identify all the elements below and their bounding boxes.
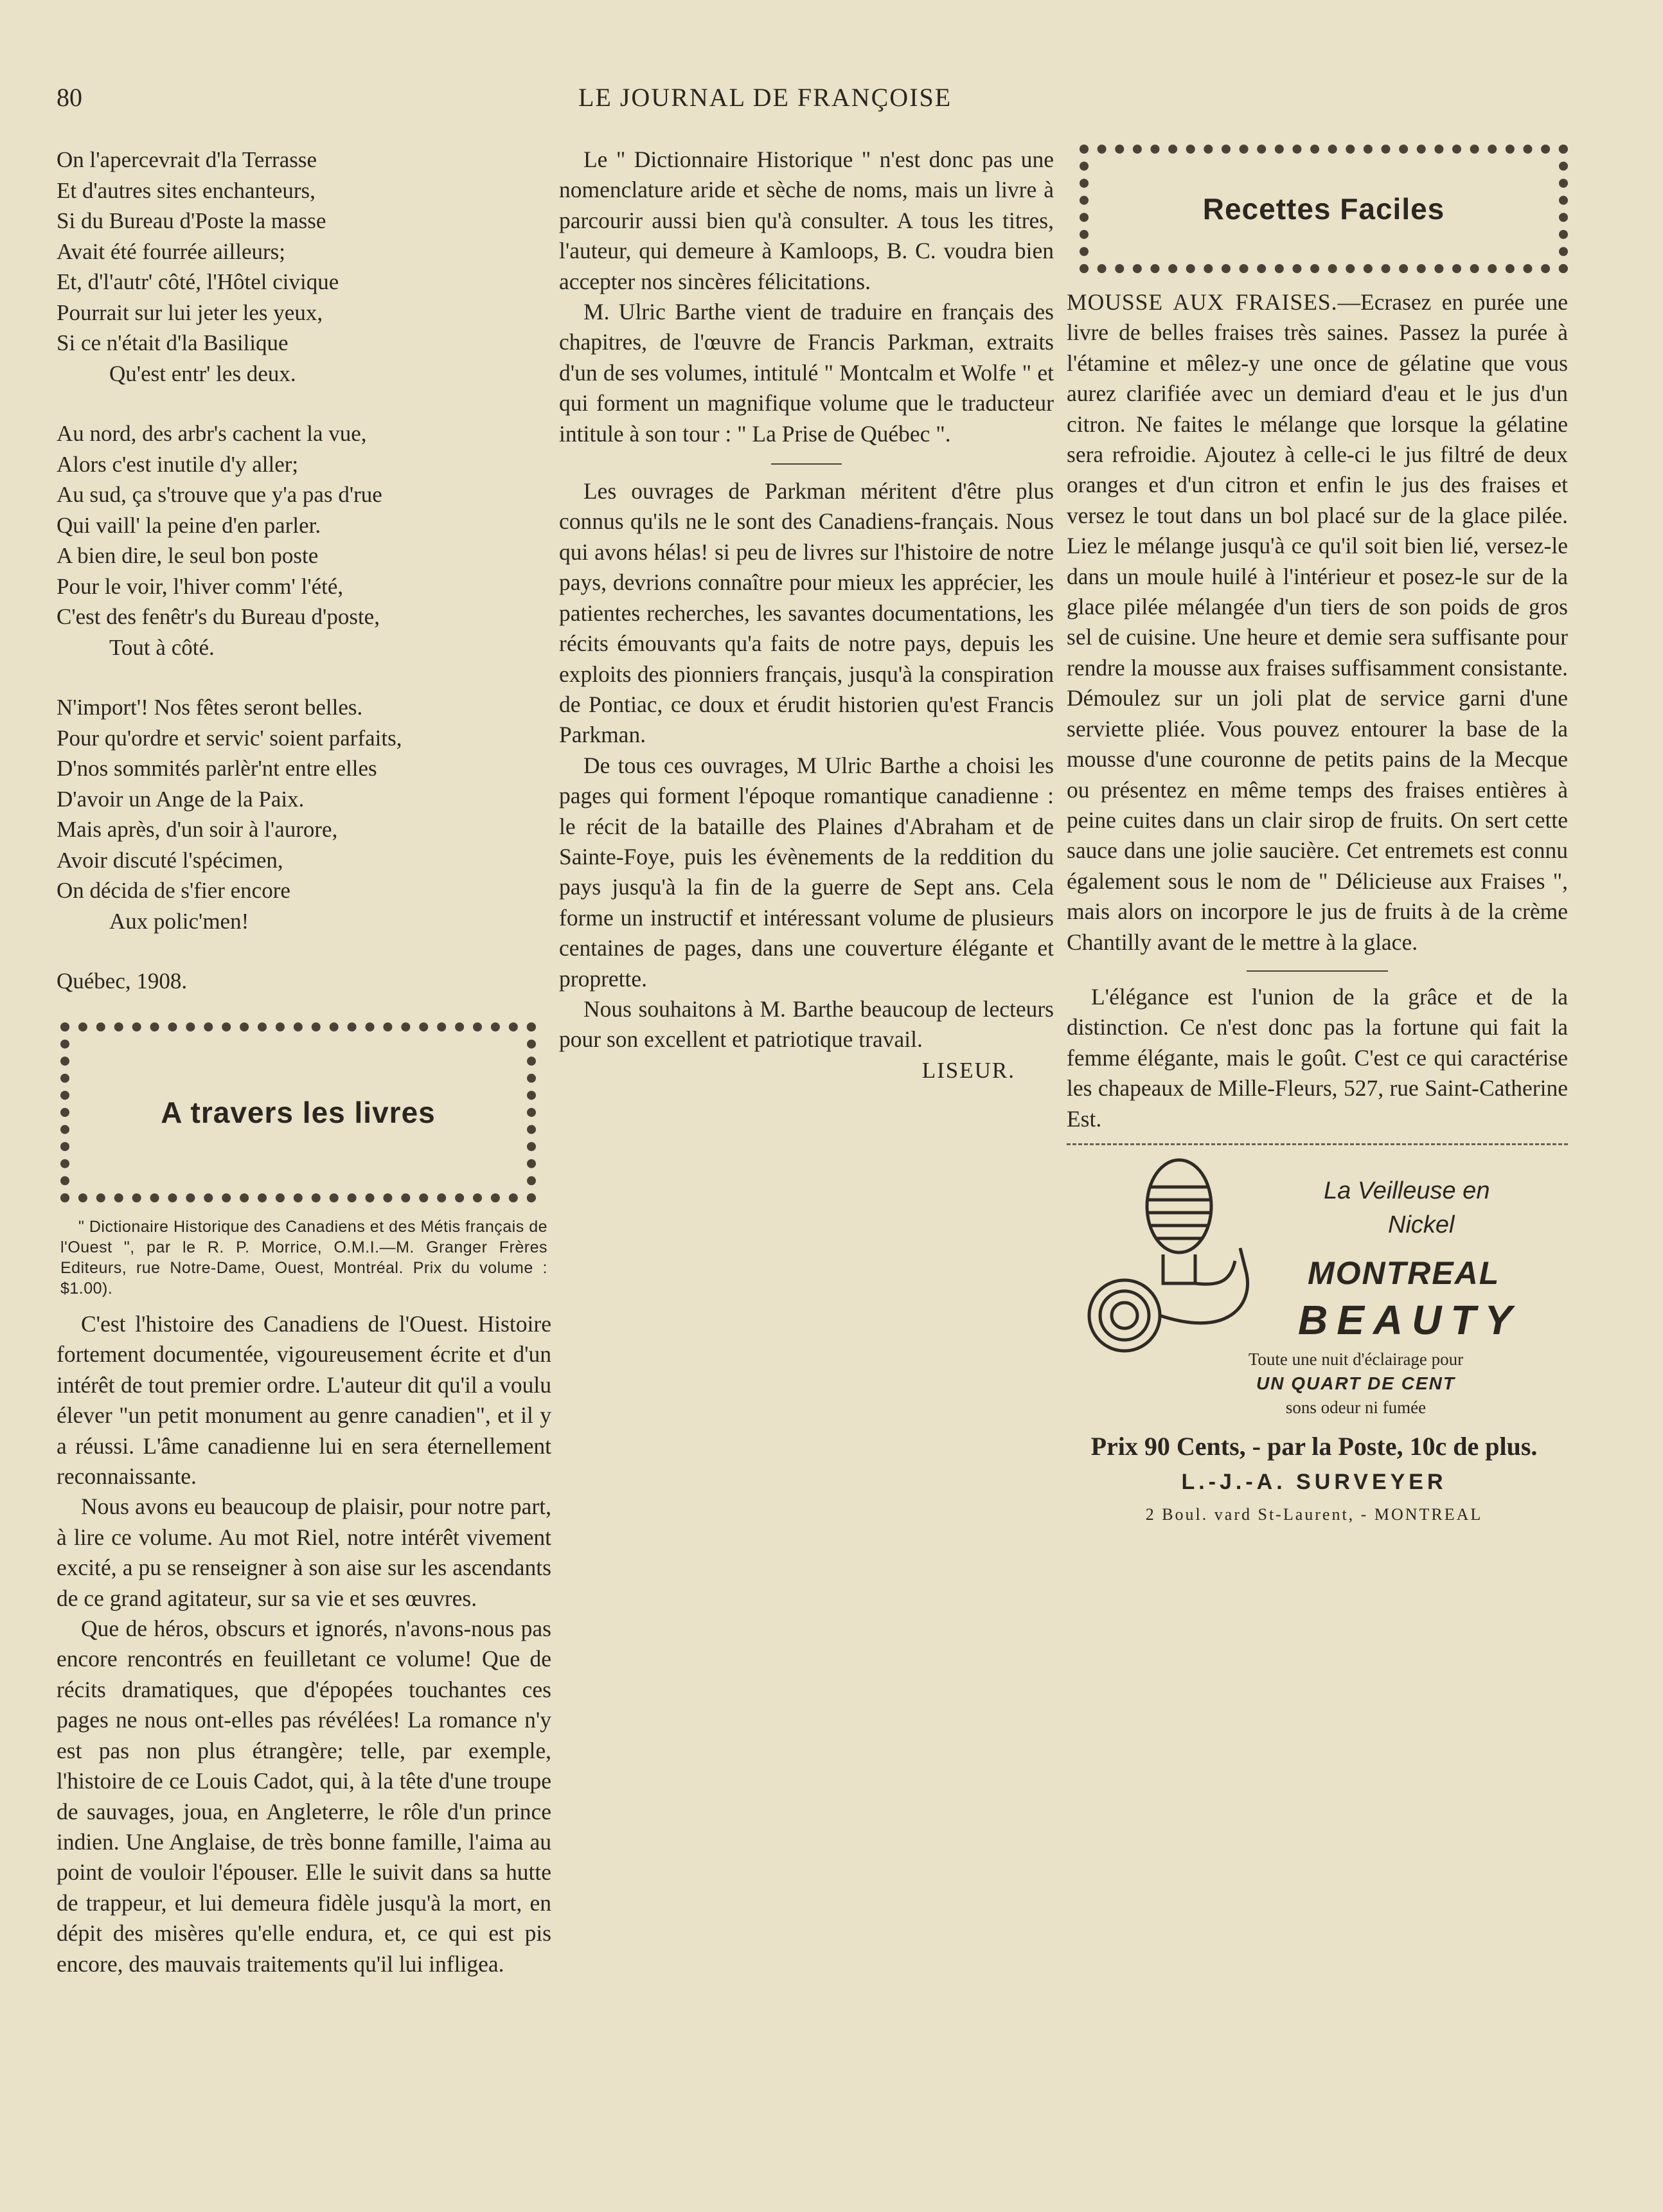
poem-line: Aux polic'men! [109, 908, 249, 934]
poem-stanza-2 [57, 418, 551, 663]
recipe-title: MOUSSE AUX FRAISES. [1067, 289, 1338, 315]
ad-merchant: L.-J.-A. SURVEYER [1181, 1469, 1447, 1494]
books-paragraph: M. Ulric Barthe vient de traduire en français des chapitres, de l'œuvre de Francis Parkman, extraits d'un de ses volumes, intitulé " Montcalm et Wolfe " et qui forment un magnifique volume que le traducteur intitule à son tour : " La Prise de Québec ". [559, 299, 1054, 447]
section-divider [771, 463, 842, 465]
poem-line: Au sud, ça s'trouve que y'a pas d'rue [57, 482, 382, 507]
ad-address: 2 Boul. vard St-Laurent, - MONTREAL [1145, 1504, 1483, 1524]
poem-line: Si ce n'était d'la Basilique [57, 330, 289, 355]
ad-line: Nickel [1388, 1211, 1455, 1238]
poem-line: D'avoir un Ange de la Paix. [57, 786, 305, 812]
ad-tagline-emphasis: UN QUART DE CENT [1256, 1373, 1455, 1393]
recipe-paragraph [1067, 287, 1568, 958]
ad-tagline: Toute une nuit d'éclairage pour [1248, 1349, 1464, 1369]
poem-line: Si du Bureau d'Poste la masse [57, 208, 326, 233]
poem-line: Qui vaill' la peine d'en parler. [57, 512, 321, 538]
journal-title: LE JOURNAL DE FRANÇOISE [578, 83, 952, 112]
poem-line: Mais après, d'un soir à l'aurore, [57, 817, 338, 842]
poem-line: Au nord, des arbr's cachent la vue, [57, 421, 367, 446]
poem-line: Et, d'l'autr' côté, l'Hôtel civique [57, 269, 339, 294]
books-paragraph: Les ouvrages de Parkman méritent d'être plus connus qu'ils ne le sont des Canadiens-français. Nous qui avons hélas! si peu de livres sur l'histoire de notre pays, devrions connaître pour mieux les apprécier, les patientes recherches, les savantes documentations, les récits émouvants qu'a faits de notre pays, depuis les exploits des pionniers français, jusqu'à la conspiration de Pontiac, ce doux et érudit historien qu'est Francis Parkman. [559, 478, 1054, 748]
ad-brand-city: MONTREAL [1308, 1254, 1500, 1291]
poem-line: Pourrait sur lui jeter les yeux, [57, 299, 323, 325]
ad-line: La Veilleuse en [1324, 1177, 1490, 1204]
poem-line: On l'apercevrait d'la Terrasse [57, 147, 317, 172]
night-lamp-illustration [1067, 1152, 1311, 1357]
poem-line: D'nos sommités parlèr'nt entre elles [57, 756, 377, 781]
recipe-body: —Ecrasez en purée une livre de belles fraises très saines. Passez la purée à l'étamine et mêlez-y une once de gélatine que vous aurez clarifiée avec un demiard d'eau et le jus d'un citron. Ne faites le mélange que lorsque la gélatine sera refroidie. Ajoutez à celle-ci le jus filtré de deux oranges et d'un citron et enfin le jus des fraises et versez le tout dans un bol placé sur de la glace pilée. Liez le mélange jusqu'à ce qu'il soit bien lié, versez-le dans un moule huilé à l'intérieur et posez-le sur de la glace pilée mélangée d'un tiers de son poids de gros sel de cuisine. Une heure et demie sera suffisante pour rendre la mousse aux fraises suffisamment consistante. Démoulez sur un joli plat de service garni d'une serviette pliée. Vous pouvez entourer la base de la mousse d'une couronne de petits pains de la Mecque ou présentez en même temps des fraises entières à peine cuites dans un clair sirop de fruits. On sert cette sauce dans une jolie saucière. Cet entremets est connu également sous le nom de " Délicieuse aux Fraises ", mais alors on incorpore le jus de fruits à de la crème Chantilly avant de le mettre à la glace. [1067, 289, 1569, 955]
poem-line: Avait été fourrée ailleurs; [57, 238, 285, 264]
books-paragraph: C'est l'histoire des Canadiens de l'Ouest. Histoire fortement documentée, vigoureusement écrite et d'un intérêt de tout premier ordre. L'auteur dit qu'il a voulu élever "un petit monument au genre canadien", et il y a réussi. L'âme canadienne lui en sera éternellement reconnaissante. [57, 1311, 551, 1490]
author-signature: LISEUR. [921, 1057, 1015, 1083]
poem-line: Alors c'est inutile d'y aller; [57, 451, 299, 477]
books-paragraph: De tous ces ouvrages, M Ulric Barthe a choisi les pages qui forment l'époque romantique canadienne : le récit de la bataille des Plaines d'Abraham et de Sainte-Foye, puis les évènements de la reddition du pays jusqu'à la fin de la guerre de Sept ans. Cela forme un instructif et intéressant volume de plusieurs centaines de pages, dans une couverture élégante et proprette. [559, 752, 1054, 992]
poem-stanza-1 [57, 145, 551, 389]
poem-line: Pour le voir, l'hiver comm' l'été, [57, 573, 344, 599]
books-paragraph: Le " Dictionnaire Historique " n'est donc pas une nomenclature aride et sèche de noms, mais un livre à parcourir aussi bien qu'à consulter. A tous les titres, l'auteur, qui demeure à Kamloops, B. C. voudra bien accepter nos sincères félicitations. [559, 147, 1054, 294]
elegance-paragraph: L'élégance est l'union de la grâce et de la distinction. Ce n'est donc pas la fortune qui fait la femme élégante, mais le goût. C'est ce qui caractérise les chapeaux de Mille-Fleurs, 527, rue Saint-Catherine Est. [1067, 983, 1568, 1132]
poem-line: C'est des fenêtr's du Bureau d'poste, [57, 604, 380, 629]
poem-line: A bien dire, le seul bon poste [57, 543, 319, 568]
column-middle [559, 145, 1054, 1086]
poem-place-date: Québec, 1908. [57, 968, 188, 994]
poem-line: Qu'est entr' les deux. [109, 361, 296, 386]
poem-line: Pour qu'ordre et servic' soient parfaits, [57, 725, 402, 751]
books-paragraph: Que de héros, obscurs et ignorés, n'avons-nous pas encore rencontrés en feuilletant ce volume! Que de récits dramatiques, que d'épopées touchantes ces pages ne nous ont-elles pas révélées! La romance n'y est pas non plus étrangère; telle, par exemple, l'histoire de ce Louis Cadot, qui, à la tête d'une troupe de sauvages, joua, en Angleterre, le rôle d'un prince indien. Une Anglaise, de très bonne famille, l'aima au point de vouloir l'épouser. Elle le suivit dans sa hutte de trappeur, et lui demeura fidèle jusqu'à la mort, en dépit des misères qu'elle endura, et, ce qui est pis encore, des mauvais traitements qu'il lui infligea. [57, 1616, 551, 1977]
lamp-advertisement [1067, 1143, 1568, 1563]
section-divider [1247, 970, 1388, 972]
poem-line: Et d'autres sites enchanteurs, [57, 177, 316, 203]
poem-line: Avoir discuté l'spécimen, [57, 847, 283, 873]
book-citation: " Dictionaire Historique des Canadiens et des Métis français de l'Ouest ", par le R. P. Morrice, O.M.I.—M. Granger Frères Editeurs, rue Notre-Dame, Ouest, Montréal. Prix du volume : $1.00). [60, 1218, 547, 1298]
recipes-heading-frame [1080, 145, 1568, 273]
column-left [57, 145, 551, 1979]
ad-brand-name: BEAUTY [1298, 1296, 1522, 1343]
poem-line: N'import'! Nos fêtes seront belles. [57, 695, 363, 720]
books-paragraph: Nous souhaitons à M. Barthe beaucoup de lecteurs pour son excellent et patriotique travail. [559, 995, 1054, 1053]
books-heading-frame [60, 1022, 536, 1202]
column-right [1067, 145, 1568, 1563]
books-heading: A travers les livres [161, 1096, 436, 1129]
poem-line: Tout à côté. [109, 634, 215, 660]
books-paragraph: Nous avons eu beaucoup de plaisir, pour notre part, à lire ce volume. Au mot Riel, notre intérêt vivement excité, a pu se renseigner à son aise sur les ascendants de ce grand agitateur, sur sa vie et ses œuvres. [57, 1494, 551, 1611]
ad-price: Prix 90 Cents, - par la Poste, 10c de plus. [1090, 1431, 1538, 1461]
page-number: 80 [57, 83, 82, 112]
poem-line: On décida de s'fier encore [57, 878, 290, 903]
recipes-heading: Recettes Faciles [1202, 192, 1445, 226]
ad-tagline: sons odeur ni fumée [1285, 1397, 1427, 1417]
poem-stanza-3 [57, 692, 551, 936]
